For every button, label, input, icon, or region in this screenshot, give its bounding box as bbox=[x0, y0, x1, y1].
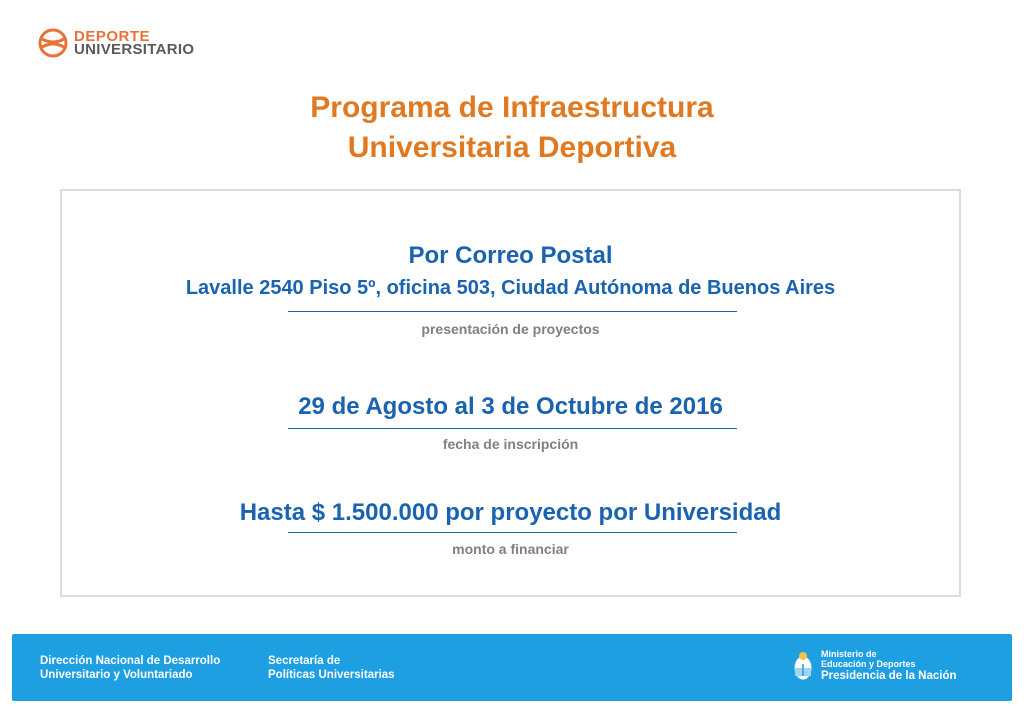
ball-emblem-icon bbox=[38, 28, 68, 58]
ministerio-line-2: Educación y Deportes bbox=[821, 659, 916, 669]
deporte-universitario-logo bbox=[38, 28, 194, 58]
postal-heading: Por Correo Postal bbox=[408, 242, 613, 269]
divider-rule bbox=[288, 532, 737, 533]
secretaria-line-2: Políticas Universitarias bbox=[268, 669, 395, 681]
caption-fecha: fecha de inscripción bbox=[442, 436, 579, 452]
secretaria-line-1: Secretaría de bbox=[268, 655, 341, 667]
coat-of-arms-icon bbox=[793, 650, 813, 682]
footer-direccion bbox=[40, 654, 220, 682]
divider-rule bbox=[288, 428, 737, 429]
direccion-line-2: Universitario y Voluntariado bbox=[40, 669, 193, 681]
info-panel bbox=[60, 189, 961, 597]
page-title bbox=[0, 88, 1024, 168]
caption-monto: monto a financiar bbox=[452, 541, 569, 557]
amount-heading: Hasta $ 1.500.000 por proyecto por Universidad bbox=[239, 499, 782, 526]
logo-line-deporte: DEPORTE bbox=[74, 28, 151, 45]
footer-ministerio bbox=[793, 649, 957, 683]
divider-rule bbox=[288, 311, 737, 312]
direccion-line-1: Dirección Nacional de Desarrollo bbox=[40, 655, 221, 667]
title-line-2: Universitaria Deportiva bbox=[347, 131, 677, 164]
ministerio-line-3: Presidencia de la Nación bbox=[821, 670, 957, 682]
title-line-1: Programa de Infraestructura bbox=[310, 91, 714, 124]
logo-line-universitario: UNIVERSITARIO bbox=[74, 41, 195, 58]
footer-bar bbox=[12, 634, 1012, 701]
dates-heading: 29 de Agosto al 3 de Octubre de 2016 bbox=[298, 393, 723, 420]
ministerio-line-1: Ministerio de bbox=[821, 649, 877, 659]
caption-presentacion: presentación de proyectos bbox=[421, 321, 600, 337]
footer-secretaria bbox=[268, 654, 395, 682]
postal-address: Lavalle 2540 Piso 5º, oficina 503, Ciudad Autónoma de Buenos Aires bbox=[185, 277, 836, 299]
